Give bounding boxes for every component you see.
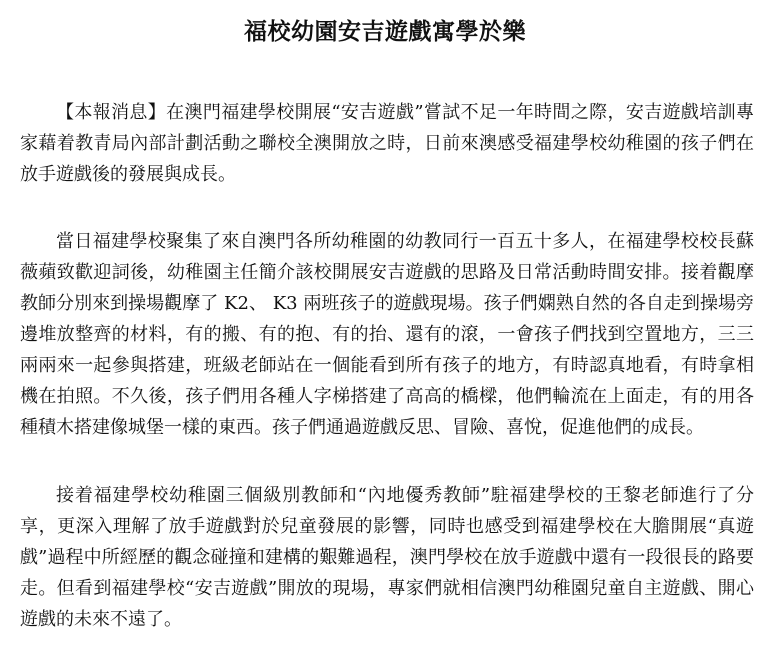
article-paragraph-1: 【本報消息】在澳門福建學校開展“安吉遊戲”嘗試不足一年時間之際，安吉遊戲培訓專家藉着教青局內部計劃活動之聯校全澳開放之時，日前來澳感受福建學校幼稚園的孩子們在放手遊戲後的發展與成長。 <box>20 102 754 185</box>
article-title: 福校幼園安吉遊戲寓學於樂 <box>244 18 526 45</box>
article-paragraph-2: 當日福建學校聚集了來自澳門各所幼稚園的幼教同行一百五十多人，在福建學校校長蘇薇蘋致歡迎詞後，幼稚園主任簡介該校開展安吉遊戲的思路及日常活動時間安排。接着觀摩教師分別來到操場觀摩了 K2、 K3 兩班孩子的遊戲現場。孩子們嫻熟自然的各自走到操場旁邊堆放整齊的材料，有的搬、有的抱、有的抬、還有的滾，一會孩子們找到空置地方，三三兩兩來一起參與搭建，班級老師站在一個能看到所有孩子的地方，有時認真地看，有時拿相機在拍照。不久後，孩子們用各種人字梯搭建了高高的橋樑，他們輪流在上面走，有的用各種積木搭建像城堡一樣的東西。孩子們通過遊戲反思、冒險、喜悅，促進他們的成長。 <box>20 231 754 438</box>
article-paragraph-3: 接着福建學校幼稚園三個級別教師和“內地優秀教師”駐福建學校的王黎老師進行了分享，更深入理解了放手遊戲對於兒童發展的影響，同時也感受到福建學校在大膽開展“真遊戲”過程中所經歷的觀念碰撞和建構的艱難過程，澳門學校在放手遊戲中還有一段很長的路要走。但看到福建學校“安吉遊戲”開放的現場，專家們就相信澳門幼稚園兒童自主遊戲、開心遊戲的未來不遠了。 <box>20 485 754 630</box>
